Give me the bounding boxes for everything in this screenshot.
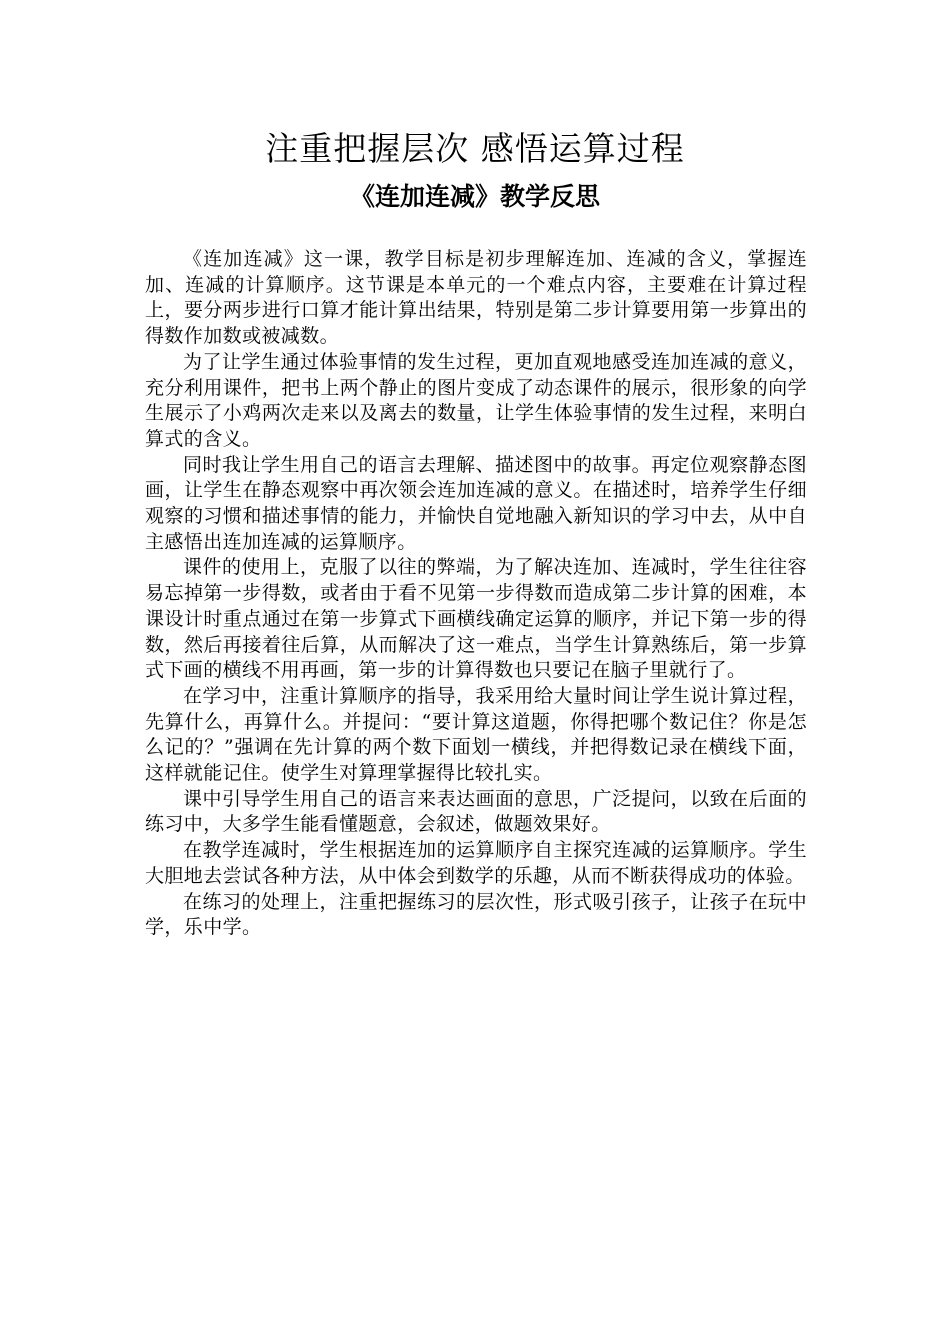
paragraph: 为了让学生通过体验事情的发生过程，更加直观地感受连加连减的意义，充分利用课件，把书上两个静止的图片变成了动态课件的展示，很形象的向学生展示了小鸡两次走来以及离去的数量，让学生体验事情的发生过程，来明白算式的含义。: [145, 350, 807, 450]
paragraph: 同时我让学生用自己的语言去理解、描述图中的故事。再定位观察静态图画，让学生在静态观察中再次领会连加连减的意义。在描述时，培养学生仔细观察的习惯和描述事情的能力，并愉快自觉地融入新知识的学习中去，从中自主感悟出连加连减的运算顺序。: [145, 453, 807, 553]
paragraph: 课中引导学生用自己的语言来表达画面的意思，广泛提问，以致在后面的练习中，大多学生能看懂题意，会叙述，做题效果好。: [145, 787, 807, 836]
document-body: [145, 247, 807, 941]
paragraph: 在学习中，注重计算顺序的指导，我采用给大量时间让学生说计算过程，先算什么，再算什么。并提问：“要计算这道题，你得把哪个数记住？你是怎么记的？”强调在先计算的两个数下面划一横线，并把得数记录在横线下面，这样就能记住。使学生对算理掌握得比较扎实。: [145, 684, 807, 785]
paragraph: 在练习的处理上，注重把握练习的层次性，形式吸引孩子，让孩子在玩中学，乐中学。: [145, 890, 807, 939]
paragraph: 《连加连减》这一课，教学目标是初步理解连加、连减的含义，掌握连加、连减的计算顺序。这节课是本单元的一个难点内容，主要难在计算过程上，要分两步进行口算才能计算出结果，特别是第二步计算要用第一步算出的得数作加数或被减数。: [145, 248, 807, 348]
document-title: 注重把握层次 感悟运算过程: [265, 129, 685, 168]
paragraph: 在教学连减时，学生根据连加的运算顺序自主探究连减的运算顺序。学生大胆地去尝试各种方法，从中体会到数学的乐趣，从而不断获得成功的体验。: [145, 839, 807, 887]
paragraph: 课件的使用上，克服了以往的弊端，为了解决连加、连减时，学生往往容易忘掉第一步得数，或者由于看不见第一步得数而造成第二步计算的困难，本课设计时重点通过在第一步算式下画横线确定运算的顺序，并记下第一步的得数，然后再接着往后算，从而解决了这一难点，当学生计算熟练后，第一步算式下画的横线不用再画，第一步的计算得数也只要记在脑子里就行了。: [145, 556, 807, 682]
document-subtitle: 《连加连减》教学反思: [349, 182, 600, 211]
